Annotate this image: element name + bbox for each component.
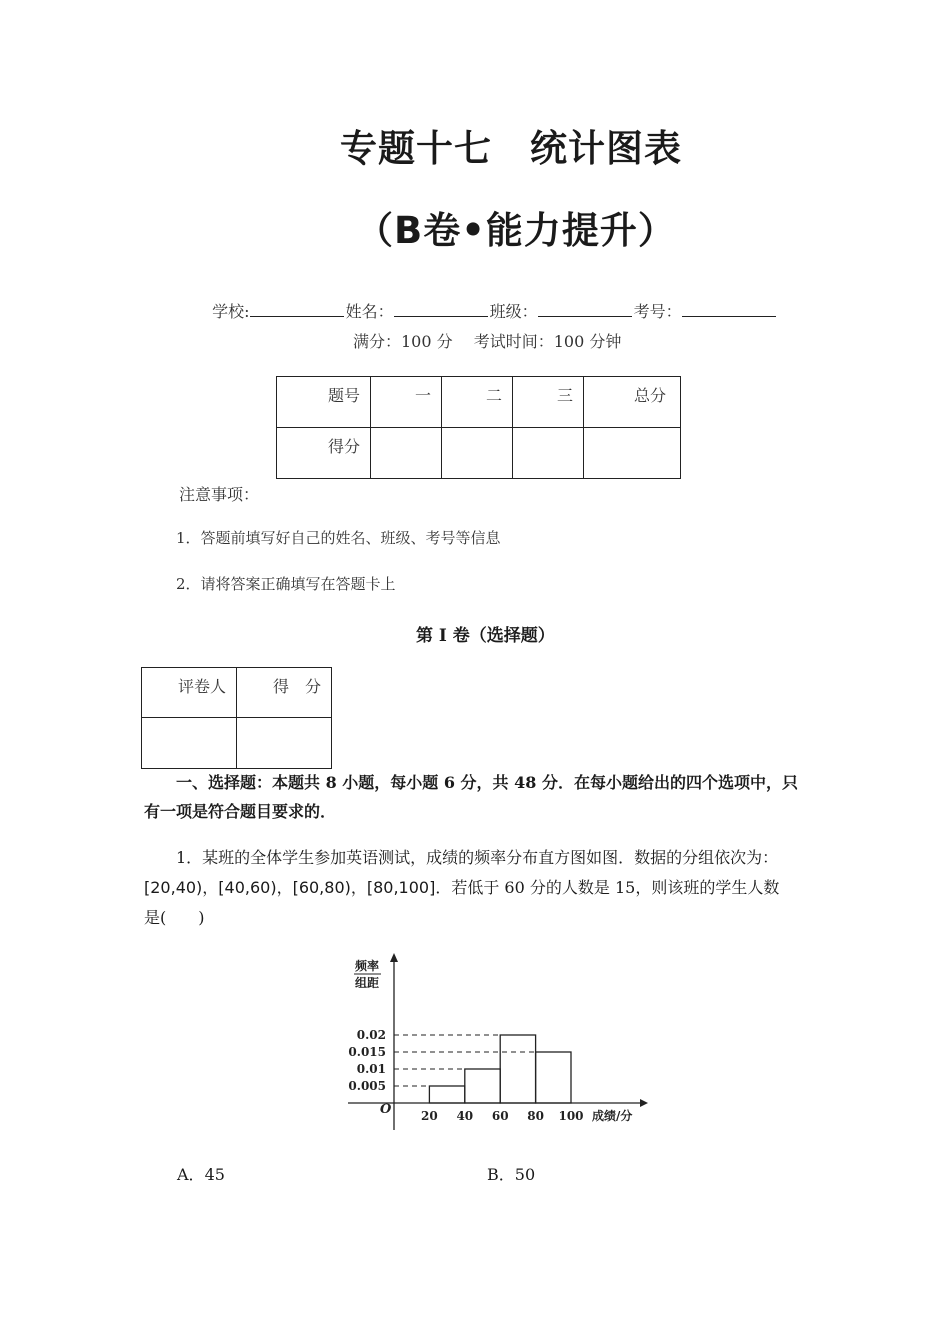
- score-table-header: 一: [371, 377, 442, 428]
- question-1-groups: [20,40)，[40,60)，[60,80)，[80,100]: [144, 878, 436, 897]
- x-tick-label: 80: [527, 1109, 544, 1123]
- score-table-header: 题号: [277, 377, 371, 428]
- question-1-condition: ．若低于 60 分的人数是 15，则该班的学生人数: [435, 878, 780, 897]
- origin-label: O: [380, 1102, 392, 1117]
- score-time-line: 满分：100 分 考试时间：100 分钟: [353, 332, 622, 351]
- class-label: 班级：: [489, 302, 538, 321]
- score-cell[interactable]: [584, 428, 681, 479]
- grader-cell[interactable]: [142, 718, 237, 769]
- y-tick-label: 0.02: [356, 1028, 386, 1042]
- name-label: 姓名：: [345, 302, 394, 321]
- x-tick-label: 100: [558, 1109, 584, 1123]
- name-blank[interactable]: [394, 302, 488, 317]
- score-cell[interactable]: [513, 428, 584, 479]
- x-tick-label: 60: [491, 1109, 509, 1123]
- grader-header: 评卷人: [142, 668, 237, 718]
- score-table-header: 总分: [584, 377, 681, 428]
- grader-cell[interactable]: [237, 718, 332, 769]
- x-tick-label: 40: [456, 1109, 474, 1123]
- score-cell[interactable]: [371, 428, 442, 479]
- class-blank[interactable]: [538, 302, 632, 317]
- question-1-text-cont: [144, 873, 779, 903]
- frequency-histogram: [340, 950, 660, 1140]
- grader-table: [141, 667, 332, 769]
- school-label: 学校:: [212, 302, 250, 321]
- page-subtitle: （B卷•能力提升）: [356, 209, 676, 252]
- option-a-letter: A．: [177, 1165, 205, 1184]
- y-tick-label: 0.015: [348, 1045, 386, 1059]
- score-table-header: 三: [513, 377, 584, 428]
- option-a-text: 45: [204, 1165, 225, 1184]
- section-instruction: 一、选择题：本题共 8 小题，每小题 6 分，共 48 分．在每小题给出的四个选项中，只: [176, 773, 798, 792]
- option-a[interactable]: [177, 1160, 225, 1190]
- histogram-bar: [465, 1069, 500, 1103]
- id-label: 考号：: [633, 302, 682, 321]
- section-title: 第 I 卷（选择题）: [416, 626, 555, 646]
- question-1-stem-end: 是( ): [144, 908, 205, 927]
- x-axis-arrow: [640, 1099, 648, 1107]
- option-b[interactable]: [487, 1160, 535, 1190]
- id-blank[interactable]: [682, 302, 776, 317]
- page-title: 专题十七 统计图表: [340, 127, 682, 170]
- note-item: 2．请将答案正确填写在答题卡上: [176, 575, 396, 593]
- histogram-bar: [429, 1086, 464, 1103]
- y-axis-label-denominator: 组距: [354, 976, 380, 990]
- x-axis-label: 成绩/分: [592, 1109, 633, 1123]
- score-cell[interactable]: [442, 428, 513, 479]
- score-table-header: 二: [442, 377, 513, 428]
- section-instruction-cont: 有一项是符合题目要求的．: [144, 802, 337, 821]
- histogram-bar: [500, 1035, 535, 1103]
- option-b-letter: B．: [487, 1165, 515, 1184]
- x-tick-label: 20: [421, 1109, 438, 1123]
- option-b-text: 50: [514, 1165, 536, 1184]
- y-axis-label-numerator: 频率: [354, 959, 380, 973]
- histogram-bar: [536, 1052, 571, 1103]
- y-axis-arrow: [390, 953, 398, 962]
- grader-header: 得 分: [237, 668, 332, 718]
- y-tick-label: 0.01: [356, 1062, 386, 1076]
- school-blank[interactable]: [250, 302, 344, 317]
- y-tick-label: 0.005: [348, 1079, 386, 1093]
- notes-heading: 注意事项：: [179, 485, 260, 504]
- score-row-label: 得分: [277, 428, 371, 479]
- score-table: [276, 376, 681, 479]
- student-info-line: [202, 280, 778, 322]
- question-1-text: 1．某班的全体学生参加英语测试，成绩的频率分布直方图如图．数据的分组依次为：: [176, 848, 779, 867]
- note-item: 1．答题前填写好自己的姓名、班级、考号等信息: [176, 529, 501, 547]
